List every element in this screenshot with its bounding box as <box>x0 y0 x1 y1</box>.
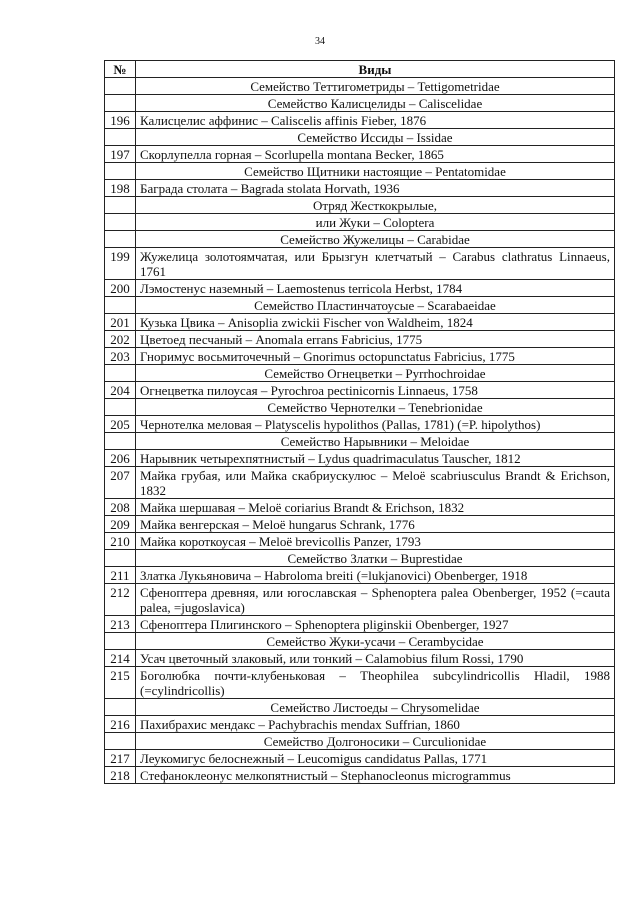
species-name: Кузька Цвика – Anisoplia zwickii Fischer von Waldheim, 1824 <box>136 314 615 331</box>
row-number <box>105 163 136 180</box>
row-number: 211 <box>105 567 136 584</box>
family-title: Семейство Жужелицы – Carabidae <box>136 231 615 248</box>
species-name: Нарывник четырехпятнистый – Lydus quadrimaculatus Tauscher, 1812 <box>136 450 615 467</box>
family-title: Семейство Листоеды – Chrysomelidae <box>136 699 615 716</box>
row-number: 213 <box>105 616 136 633</box>
species-row <box>105 280 615 297</box>
species-name: Сфеноптера древняя, или югославская – Sphenoptera palea Obenberger, 1952 (=cauta palea, =jugoslavica) <box>136 584 615 616</box>
row-number <box>105 197 136 214</box>
species-name: Сфеноптера Плигинского – Sphenoptera pliginskii Obenberger, 1927 <box>136 616 615 633</box>
row-number <box>105 633 136 650</box>
family-row <box>105 163 615 180</box>
row-number: 203 <box>105 348 136 365</box>
species-row <box>105 348 615 365</box>
species-name: Боголюбка почти-клубеньковая – Theophilea subcylindricollis Hladil, 1988 (=cylindricollis) <box>136 667 615 699</box>
row-number <box>105 365 136 382</box>
row-number: 208 <box>105 499 136 516</box>
family-row <box>105 129 615 146</box>
species-row <box>105 180 615 197</box>
family-row <box>105 231 615 248</box>
family-row <box>105 433 615 450</box>
species-name: Стефаноклеонус мелкопятнистый – Stephanocleonus microgrammus <box>136 767 615 784</box>
species-name: Жужелица золотоямчатая, или Брызгун клетчатый – Carabus clathratus Linnaeus, 1761 <box>136 248 615 280</box>
species-row <box>105 331 615 348</box>
species-row <box>105 146 615 163</box>
species-row <box>105 248 615 280</box>
species-row <box>105 667 615 699</box>
family-row <box>105 78 615 95</box>
row-number: 218 <box>105 767 136 784</box>
row-number <box>105 699 136 716</box>
species-name: Гноримус восьмиточечный – Gnorimus octopunctatus Fabricius, 1775 <box>136 348 615 365</box>
family-row <box>105 297 615 314</box>
species-row <box>105 112 615 129</box>
family-row <box>105 699 615 716</box>
row-number: 217 <box>105 750 136 767</box>
species-name: Майка короткоусая – Meloë brevicollis Panzer, 1793 <box>136 533 615 550</box>
row-number: 215 <box>105 667 136 699</box>
family-title: Семейство Теттигометриды – Tettigometridae <box>136 78 615 95</box>
row-number <box>105 433 136 450</box>
row-number: 210 <box>105 533 136 550</box>
species-row <box>105 499 615 516</box>
family-title: Семейство Пластинчатоусые – Scarabaeidae <box>136 297 615 314</box>
species-name: Пахибрахис мендакс – Pachybrachis mendax Suffrian, 1860 <box>136 716 615 733</box>
row-number: 199 <box>105 248 136 280</box>
species-name: Калисцелис аффинис – Caliscelis affinis Fieber, 1876 <box>136 112 615 129</box>
family-row <box>105 633 615 650</box>
species-row <box>105 533 615 550</box>
family-row <box>105 197 615 214</box>
row-number: 206 <box>105 450 136 467</box>
row-number: 209 <box>105 516 136 533</box>
row-number: 214 <box>105 650 136 667</box>
row-number: 198 <box>105 180 136 197</box>
row-number: 196 <box>105 112 136 129</box>
species-name: Чернотелка меловая – Platyscelis hypolithos (Pallas, 1781) (=P. hipolythos) <box>136 416 615 433</box>
species-row <box>105 584 615 616</box>
row-number <box>105 78 136 95</box>
family-row <box>105 399 615 416</box>
family-title: Отряд Жесткокрылые, <box>136 197 615 214</box>
species-row <box>105 314 615 331</box>
species-name: Скорлупелла горная – Scorlupella montana Becker, 1865 <box>136 146 615 163</box>
species-name: Леукомигус белоснежный – Leucomigus candidatus Pallas, 1771 <box>136 750 615 767</box>
family-title: или Жуки – Coloptera <box>136 214 615 231</box>
species-row <box>105 516 615 533</box>
species-row <box>105 650 615 667</box>
species-name: Майка венгерская – Meloë hungarus Schrank, 1776 <box>136 516 615 533</box>
species-name: Майка грубая, или Майка скабриускулюс – Meloë scabriusculus Brandt & Erichson, 1832 <box>136 467 615 499</box>
family-title: Семейство Жуки-усачи – Cerambycidae <box>136 633 615 650</box>
row-number <box>105 733 136 750</box>
family-title: Семейство Иссиды – Issidae <box>136 129 615 146</box>
header-num: № <box>105 61 136 78</box>
header-species: Виды <box>136 61 615 78</box>
family-title: Семейство Огнецветки – Pyrrhochroidae <box>136 365 615 382</box>
species-name: Майка шершавая – Meloë coriarius Brandt & Erichson, 1832 <box>136 499 615 516</box>
species-row <box>105 567 615 584</box>
species-name: Баграда столата – Bagrada stolata Horvath, 1936 <box>136 180 615 197</box>
row-number <box>105 214 136 231</box>
row-number <box>105 95 136 112</box>
row-number <box>105 129 136 146</box>
species-name: Усач цветочный злаковый, или тонкий – Calamobius filum Rossi, 1790 <box>136 650 615 667</box>
species-row <box>105 467 615 499</box>
family-title: Семейство Калисцелиды – Caliscelidae <box>136 95 615 112</box>
species-name: Цветоед песчаный – Anomala errans Fabricius, 1775 <box>136 331 615 348</box>
species-name: Огнецветка пилоусая – Pyrochroa pectinicornis Linnaeus, 1758 <box>136 382 615 399</box>
species-row <box>105 450 615 467</box>
species-row <box>105 416 615 433</box>
family-row <box>105 95 615 112</box>
row-number <box>105 297 136 314</box>
row-number: 205 <box>105 416 136 433</box>
row-number <box>105 399 136 416</box>
species-row <box>105 767 615 784</box>
species-row <box>105 750 615 767</box>
family-row <box>105 550 615 567</box>
row-number: 212 <box>105 584 136 616</box>
family-row <box>105 214 615 231</box>
family-title: Семейство Долгоносики – Curculionidae <box>136 733 615 750</box>
page-number: 34 <box>315 36 325 47</box>
family-title: Семейство Щитники настоящие – Pentatomidae <box>136 163 615 180</box>
family-row <box>105 733 615 750</box>
row-number: 197 <box>105 146 136 163</box>
family-row <box>105 365 615 382</box>
row-number: 201 <box>105 314 136 331</box>
table-header-row <box>105 61 615 78</box>
species-row <box>105 716 615 733</box>
family-title: Семейство Чернотелки – Tenebrionidae <box>136 399 615 416</box>
family-title: Семейство Нарывники – Meloidae <box>136 433 615 450</box>
species-row <box>105 382 615 399</box>
row-number: 216 <box>105 716 136 733</box>
row-number: 202 <box>105 331 136 348</box>
species-name: Лэмостенус наземный – Laemostenus terricola Herbst, 1784 <box>136 280 615 297</box>
family-title: Семейство Златки – Buprestidae <box>136 550 615 567</box>
species-row <box>105 616 615 633</box>
row-number: 207 <box>105 467 136 499</box>
row-number: 204 <box>105 382 136 399</box>
row-number <box>105 231 136 248</box>
row-number <box>105 550 136 567</box>
species-name: Златка Лукьяновича – Habroloma breiti (=lukjanovici) Obenberger, 1918 <box>136 567 615 584</box>
row-number: 200 <box>105 280 136 297</box>
table-body <box>105 78 615 784</box>
species-table <box>104 60 615 784</box>
